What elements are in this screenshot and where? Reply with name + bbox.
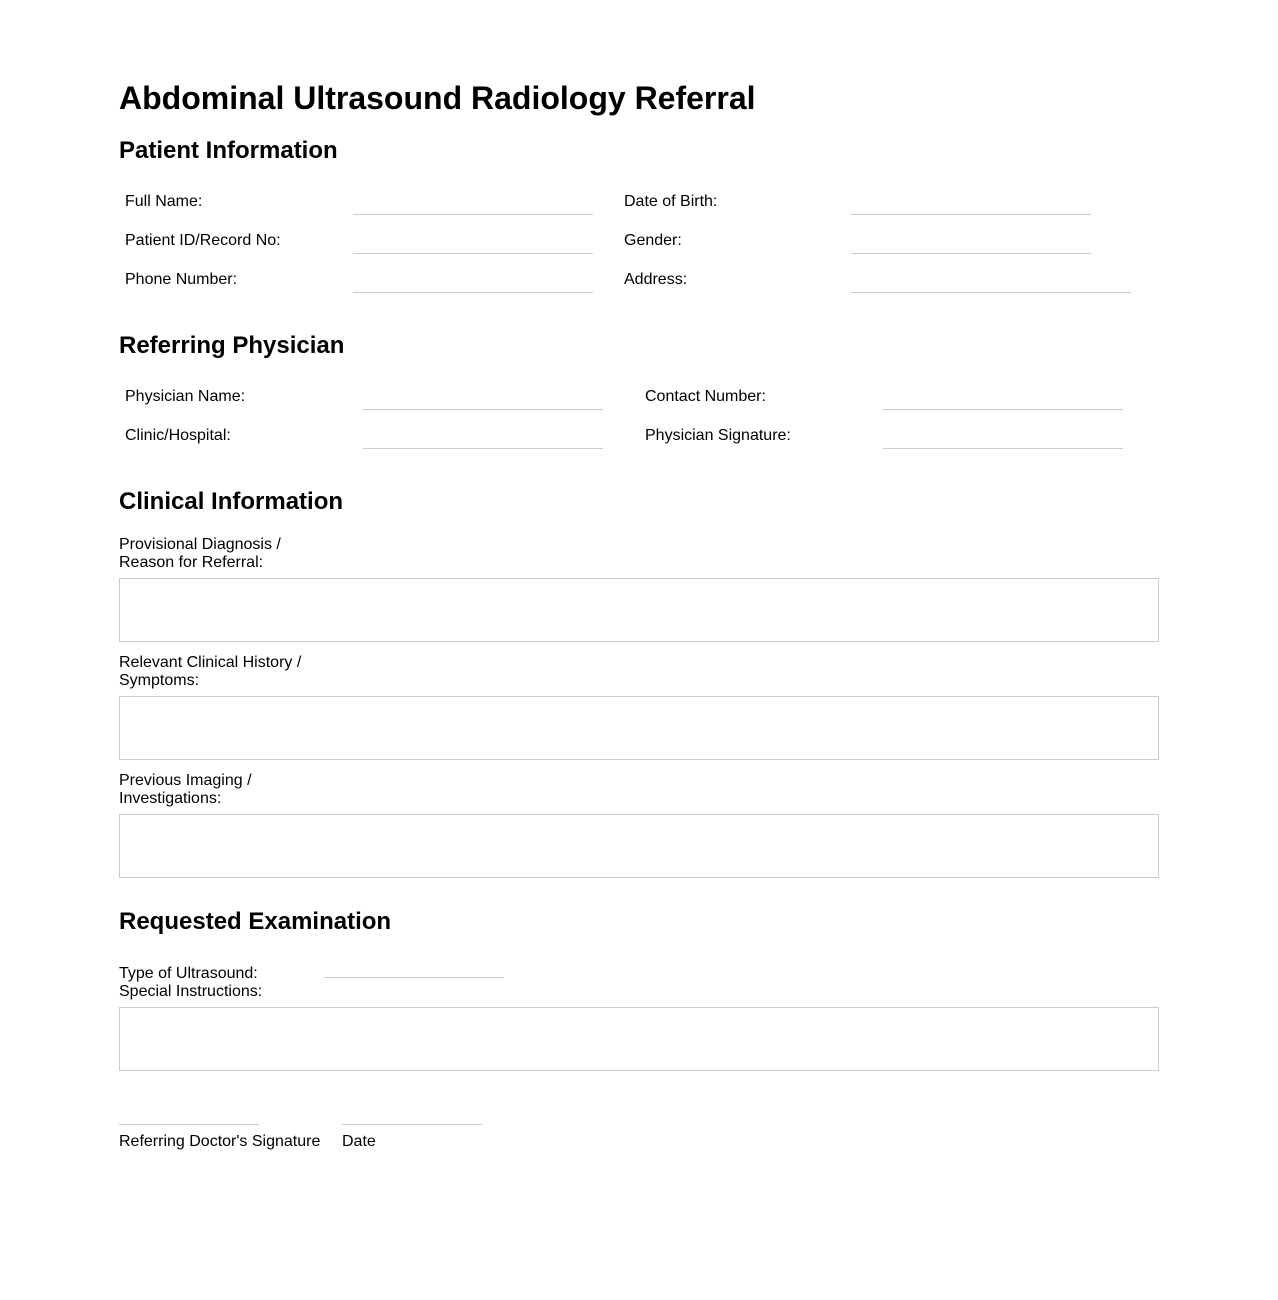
gender-label: Gender: — [624, 232, 682, 249]
section-heading-referring-physician: Referring Physician — [119, 332, 345, 359]
contact-number-input[interactable] — [883, 390, 1123, 410]
provisional-diagnosis-label — [119, 536, 281, 572]
clinic-hospital-label: Clinic/Hospital: — [125, 427, 231, 444]
phone-number-input[interactable] — [353, 273, 593, 293]
section-heading-patient-information: Patient Information — [119, 137, 338, 164]
doctor-signature-label: Referring Doctor's Signature — [119, 1133, 321, 1150]
physician-name-input[interactable] — [363, 390, 603, 410]
date-of-birth-label: Date of Birth: — [624, 193, 718, 210]
clinical-history-label-line2: Symptoms: — [119, 672, 200, 689]
address-label: Address: — [624, 271, 688, 288]
clinic-hospital-input[interactable] — [363, 429, 603, 449]
patient-id-label: Patient ID/Record No: — [125, 232, 281, 249]
phone-number-label: Phone Number: — [125, 271, 238, 288]
doctor-signature-line[interactable] — [119, 1124, 259, 1125]
previous-imaging-label-line2: Investigations: — [119, 790, 222, 807]
date-label: Date — [342, 1133, 376, 1150]
previous-imaging-label — [119, 772, 252, 808]
clinical-history-label — [119, 654, 301, 690]
full-name-label: Full Name: — [125, 193, 203, 210]
previous-imaging-textarea[interactable] — [119, 814, 1159, 878]
address-input[interactable] — [851, 273, 1131, 293]
provisional-diagnosis-label-line2: Reason for Referral: — [119, 554, 264, 571]
physician-signature-input[interactable] — [883, 429, 1123, 449]
gender-input[interactable] — [851, 234, 1091, 254]
physician-name-label: Physician Name: — [125, 388, 246, 405]
clinical-history-textarea[interactable] — [119, 696, 1159, 760]
patient-id-input[interactable] — [353, 234, 593, 254]
date-of-birth-input[interactable] — [851, 195, 1091, 215]
special-instructions-label: Special Instructions: — [119, 983, 263, 1000]
provisional-diagnosis-textarea[interactable] — [119, 578, 1159, 642]
clinical-history-label-line1: Relevant Clinical History / — [119, 654, 302, 671]
section-heading-clinical-information: Clinical Information — [119, 488, 344, 515]
physician-signature-label: Physician Signature: — [645, 427, 791, 444]
special-instructions-textarea[interactable] — [119, 1007, 1159, 1071]
full-name-input[interactable] — [353, 195, 593, 215]
date-signature-line[interactable] — [342, 1124, 482, 1125]
section-heading-requested-examination: Requested Examination — [119, 908, 392, 935]
contact-number-label: Contact Number: — [645, 388, 766, 405]
document-title: Abdominal Ultrasound Radiology Referral — [119, 80, 756, 116]
type-of-ultrasound-label: Type of Ultrasound: — [119, 965, 258, 982]
previous-imaging-label-line1: Previous Imaging / — [119, 772, 252, 789]
type-of-ultrasound-input[interactable] — [324, 958, 504, 978]
provisional-diagnosis-label-line1: Provisional Diagnosis / — [119, 536, 281, 553]
